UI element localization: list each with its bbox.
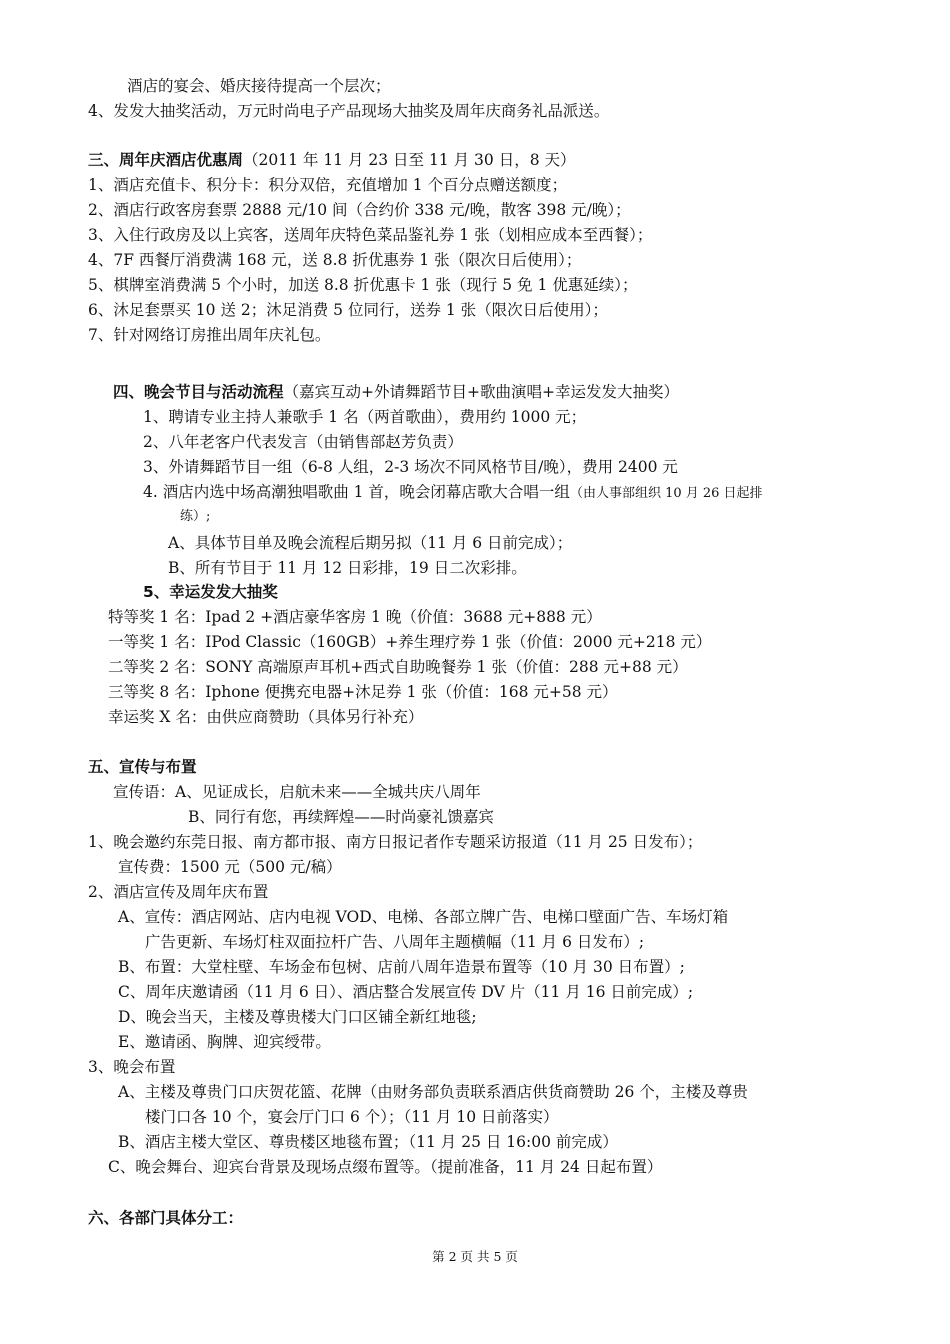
list-item-detail: 宣传费：1500 元（500 元/稿） [118,858,342,876]
prize-item: 三等奖 8 名：Iphone 便携充电器+沐足券 1 张（价值：168 元+58 元） [108,683,618,701]
prize-item: 幸运奖 X 名：由供应商赞助（具体另行补充） [108,708,424,726]
slogan: 宣传语：A、见证成长，启航未来——全城共庆八周年 [113,783,481,801]
list-item: 5、棋牌室消费满 5 个小时，加送 8.8 折优惠卡 1 张（现行 5 免 1 优惠延续）； [88,276,638,294]
list-item: 2、酒店宣传及周年庆布置 [88,883,269,901]
list-item: 2、酒店行政客房套票 2888 元/10 间（合约价 338 元/晚，散客 398 元/晚）； [88,201,631,219]
text-line: 4、发发大抽奖活动，万元时尚电子产品现场大抽奖及周年庆商务礼品派送。 [88,102,610,120]
heading-bold: 四、晚会节目与活动流程 [113,383,284,401]
lottery-heading: 5、幸运发发大抽奖 [143,583,278,601]
sub-item: B、酒店主楼大堂区、尊贵楼区地毯布置；（11 月 25 日 16:00 前完成） [118,1133,618,1151]
heading-bold: 三、周年庆酒店优惠周 [88,151,244,169]
item-note-continued: 练）; [180,509,211,524]
sub-item: B、所有节目于 11 月 12 日彩排，19 日二次彩排。 [168,559,527,577]
list-item: 4、7F 西餐厅消费满 168 元，送 8.8 折优惠券 1 张（限次日后使用）； [88,251,582,269]
slogan: B、同行有您，再续辉煌——时尚豪礼馈嘉宾 [188,808,494,826]
page-footer: 第 2 页 共 5 页 [432,1249,518,1264]
sub-item: B、布置：大堂柱壁、车场金布包树、店前八周年造景布置等（10 月 30 日布置）; [118,958,685,976]
sub-item: A、主楼及尊贵门口庆贺花篮、花牌（由财务部负责联系酒店供货商赞助 26 个，主楼及尊贵 [118,1083,748,1101]
list-item: 7、针对网络订房推出周年庆礼包。 [88,326,331,344]
section-heading [113,380,679,404]
sub-item: A、具体节目单及晚会流程后期另拟（11 月 6 日前完成）； [168,534,573,552]
sub-item: A、宣传：酒店网站、店内电视 VOD、电梯、各部立牌广告、电梯口壁面广告、车场灯箱 [118,908,729,926]
item-note: （由人事部组织 10 月 26 日起排 [569,486,763,501]
sub-item: D、晚会当天，主楼及尊贵楼大门口区铺全新红地毯; [118,1008,477,1026]
prize-item: 一等奖 1 名：IPod Classic（160GB）+养生理疗券 1 张（价值：2000 元+218 元） [108,633,712,651]
heading-rest: （嘉宾互动+外请舞蹈节目+歌曲演唱+幸运发发大抽奖） [283,383,679,401]
item-main: 4. 酒店内选中场高潮独唱歌曲 1 首，晚会闭幕店歌大合唱一组 [143,483,570,501]
heading-rest: （2011 年 11 月 23 日至 11 月 30 日，8 天） [243,151,576,169]
list-item: 1、聘请专业主持人兼歌手 1 名（两首歌曲），费用约 1000 元； [143,408,587,426]
list-item: 6、沐足套票买 10 送 2；沐足消费 5 位同行，送券 1 张（限次日后使用）； [88,301,608,319]
list-item: 3、晚会布置 [88,1058,176,1076]
sub-item: C、周年庆邀请函（11 月 6 日）、酒店整合发展宣传 DV 片（11 月 16 日前完成）; [118,983,694,1001]
sub-item: E、邀请函、胸牌、迎宾绶带。 [118,1033,331,1051]
section-heading [88,148,576,172]
text-line: 酒店的宴会、婚庆接待提高一个层次； [127,77,391,95]
sub-item-continued: 楼门口各 10 个，宴会厅门口 6 个）；（11 月 10 日前落实） [145,1108,559,1126]
section-heading: 五、宣传与布置 [88,758,197,776]
section-heading: 六、各部门具体分工： [88,1209,244,1227]
sub-item: C、晚会舞台、迎宾台背景及现场点缀布置等。（提前准备，11 月 24 日起布置） [108,1158,663,1176]
list-item: 3、入住行政房及以上宾客，送周年庆特色菜品鉴礼券 1 张（划相应成本至西餐）； [88,226,653,244]
list-item [143,480,763,506]
prize-item: 二等奖 2 名：SONY 高端原声耳机+西式自助晚餐券 1 张（价值：288 元+88 元） [108,658,688,676]
prize-item: 特等奖 1 名：Ipad 2 +酒店豪华客房 1 晚（价值：3688 元+888 元） [108,608,602,626]
sub-item-continued: 广告更新、车场灯柱双面拉杆广告、八周年主题横幅（11 月 6 日发布）; [145,933,645,951]
list-item: 1、晚会邀约东莞日报、南方都市报、南方日报记者作专题采访报道（11 月 25 日发布）； [88,833,703,851]
list-item: 1、酒店充值卡、积分卡：积分双倍，充值增加 1 个百分点赠送额度； [88,176,568,194]
list-item: 3、外请舞蹈节目一组（6-8 人组，2-3 场次不同风格节目/晚），费用 2400 元 [143,458,678,476]
list-item: 2、八年老客户代表发言（由销售部赵芳负责） [143,433,463,451]
